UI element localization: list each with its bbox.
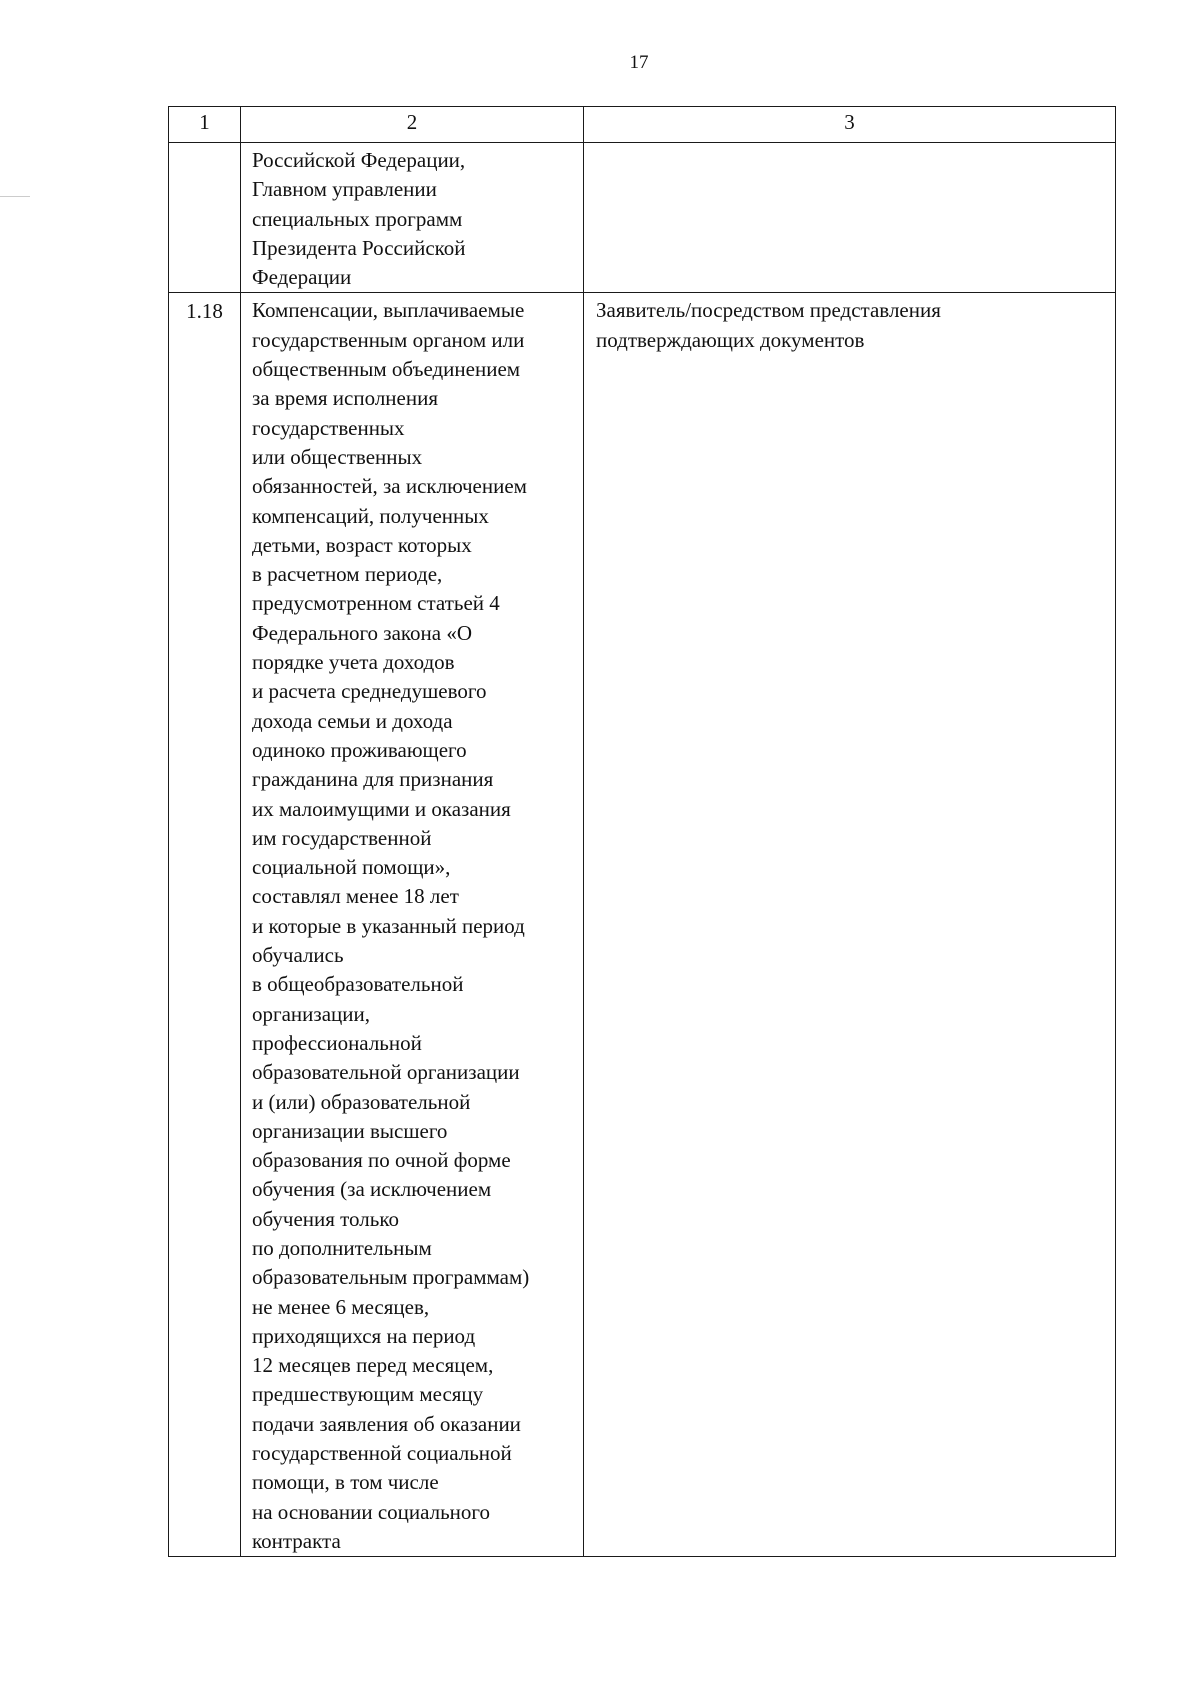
header-cell-2: 2	[241, 107, 584, 143]
cell-text-line: детьми, возраст которых	[252, 532, 472, 557]
cell-text-line: предусмотренном статьей 4	[252, 591, 500, 616]
cell-text-line: обязанностей, за исключением	[252, 474, 527, 499]
cell-text-line: организации высшего	[252, 1118, 448, 1143]
table-header-row	[169, 107, 1116, 143]
cell-text-line: организации,	[252, 1001, 370, 1026]
row-description-cell	[241, 143, 584, 293]
cell-text-line: обучались	[252, 943, 344, 968]
cell-text-line: Компенсации, выплачиваемые	[252, 298, 525, 323]
cell-text-line: специальных программ	[252, 206, 463, 231]
document-table	[168, 106, 1116, 1557]
cell-text-line: и которые в указанный период	[252, 913, 525, 938]
cell-text-line: предшествующим месяцу	[252, 1382, 484, 1407]
row-description-cell	[241, 293, 584, 1557]
cell-text-line: и (или) образовательной	[252, 1089, 471, 1114]
cell-text-line: социальной помощи»,	[252, 855, 451, 880]
cell-text-line: на основании социального	[252, 1499, 491, 1524]
scan-artifact-line	[0, 196, 30, 197]
cell-text-line: дохода семьи и дохода	[252, 708, 453, 733]
cell-text-line: контракта	[252, 1528, 341, 1553]
cell-text-line: одиноко проживающего	[252, 737, 467, 762]
cell-text-line: в общеобразовательной	[252, 972, 464, 997]
cell-text-line: Заявитель/посредством представления	[596, 298, 941, 323]
row-source-cell	[584, 293, 1116, 1557]
cell-text-line: или общественных	[252, 444, 423, 469]
cell-text-line: государственным органом или	[252, 327, 525, 352]
cell-text-line: Главном управлении	[252, 177, 437, 202]
cell-text-line: гражданина для признания	[252, 767, 494, 792]
cell-text-line: подачи заявления об оказании	[252, 1411, 521, 1436]
cell-text-line: образования по очной форме	[252, 1148, 511, 1173]
cell-text-line: порядке учета доходов	[252, 650, 455, 675]
cell-text-line: составлял менее 18 лет	[252, 884, 459, 909]
cell-text-line: не менее 6 месяцев,	[252, 1294, 430, 1319]
cell-text-line: образовательным программам)	[252, 1265, 530, 1290]
cell-text-line: за время исполнения	[252, 386, 438, 411]
cell-text-line: помощи, в том числе	[252, 1470, 439, 1495]
cell-text-line: общественным объединением	[252, 357, 521, 382]
cell-text-line: Федерации	[252, 265, 352, 290]
cell-text-line: по дополнительным	[252, 1235, 432, 1260]
cell-text-line: Федерального закона «О	[252, 620, 473, 645]
row-number-cell	[169, 143, 241, 293]
cell-text-line: компенсаций, полученных	[252, 503, 489, 528]
table-row	[169, 293, 1116, 1557]
cell-text-line: обучения (за исключением	[252, 1177, 492, 1202]
page-number: 17	[629, 52, 649, 73]
cell-text-line: обучения только	[252, 1206, 399, 1231]
row-source-cell	[584, 143, 1116, 293]
cell-text-line: им государственной	[252, 825, 432, 850]
cell-text-line: 12 месяцев перед месяцем,	[252, 1353, 494, 1378]
header-cell-1: 1	[169, 107, 241, 143]
table-row	[169, 143, 1116, 293]
cell-text-line: государственных	[252, 415, 405, 440]
cell-text-line: Президента Российской	[252, 235, 466, 260]
header-cell-3: 3	[584, 107, 1116, 143]
cell-text-line: и расчета среднедушевого	[252, 679, 487, 704]
cell-text-line: государственной социальной	[252, 1441, 512, 1466]
cell-text-line: их малоимущими и оказания	[252, 796, 511, 821]
row-number-cell: 1.18	[169, 293, 241, 1557]
cell-text-line: Российской Федерации,	[252, 148, 466, 172]
cell-text-line: образовательной организации	[252, 1060, 520, 1085]
cell-text-line: в расчетном периоде,	[252, 562, 443, 587]
cell-text-line: подтверждающих документов	[596, 327, 865, 352]
cell-text-line: профессиональной	[252, 1030, 422, 1055]
cell-text-line: приходящихся на период	[252, 1323, 476, 1348]
